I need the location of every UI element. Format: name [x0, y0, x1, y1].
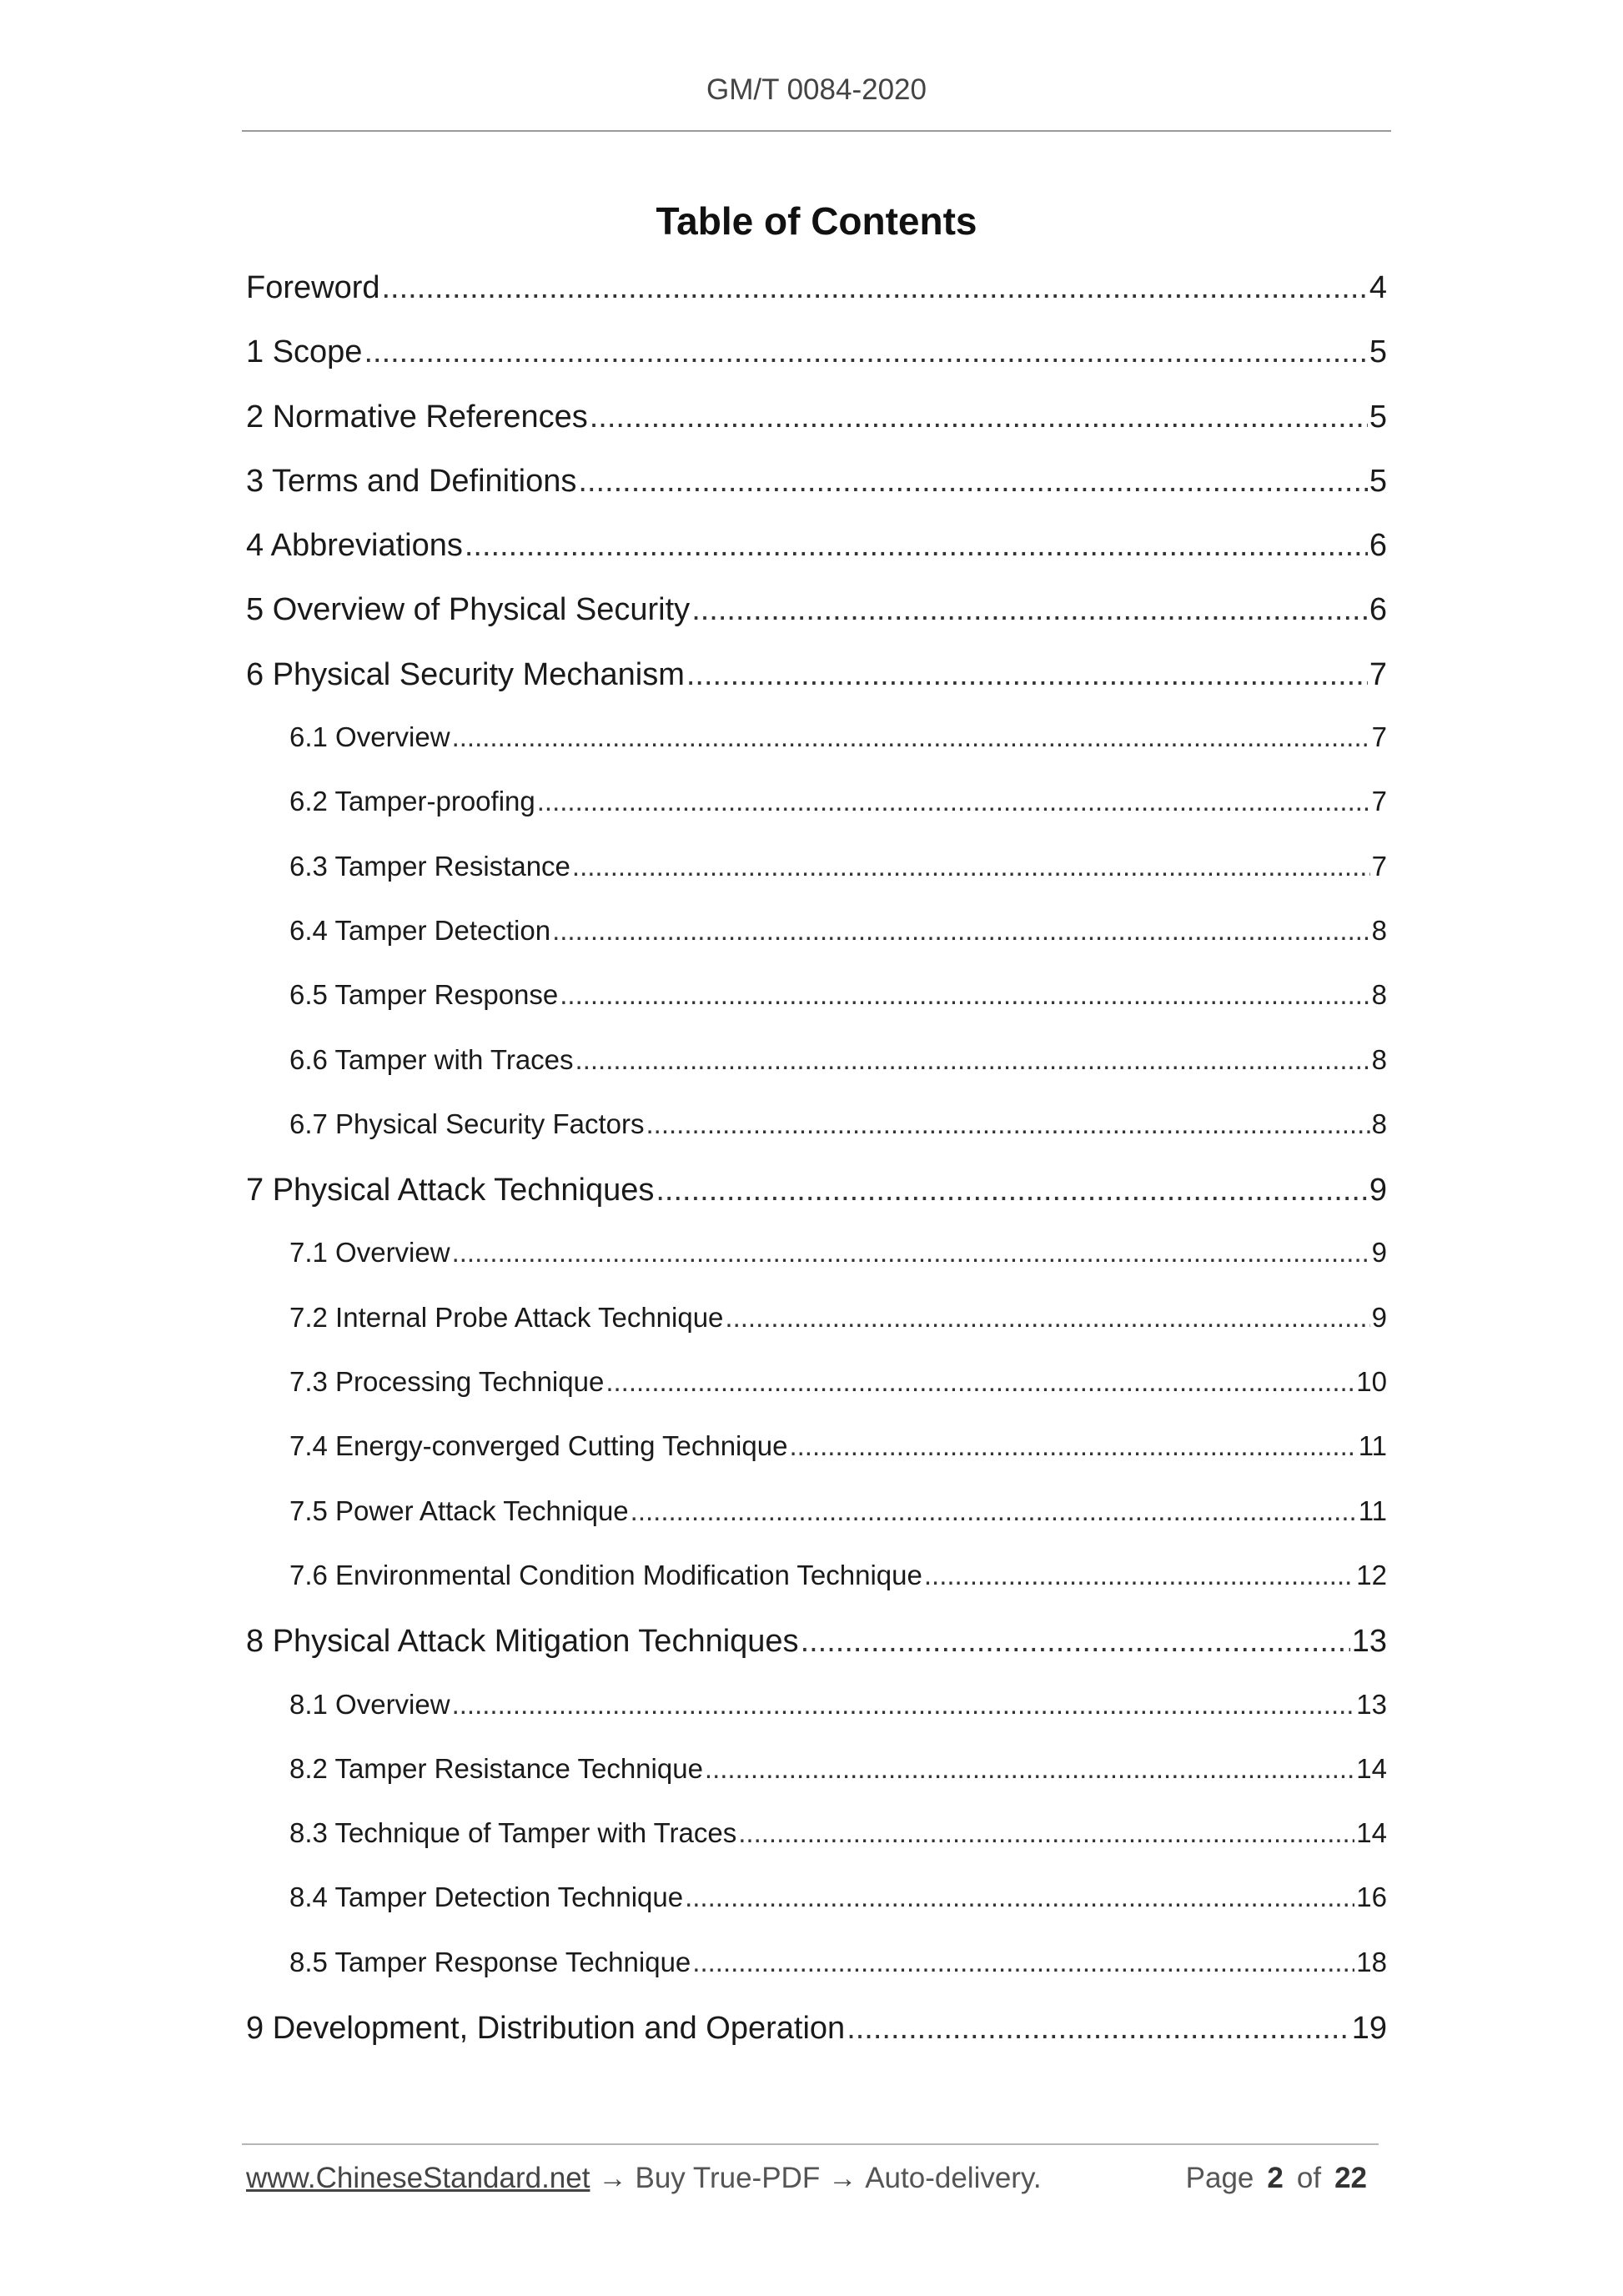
toc-entry[interactable]: [246, 1044, 1387, 1108]
toc-entry-page: 5: [1369, 399, 1387, 435]
toc-entry[interactable]: [246, 1817, 1387, 1882]
toc-entry[interactable]: [246, 1689, 1387, 1753]
toc-entry-label: 8 Physical Attack Mitigation Techniques: [246, 1624, 799, 1660]
toc-entry-page: 10: [1356, 1366, 1387, 1398]
toc-entry[interactable]: [246, 399, 1387, 464]
toc-dot-leader: [847, 2011, 1350, 2047]
toc-dot-leader: [686, 657, 1368, 693]
toc-entry[interactable]: [246, 1560, 1387, 1624]
toc-entry[interactable]: [246, 1753, 1387, 1817]
toc-dot-leader: [789, 1430, 1356, 1462]
toc-title: Table of Contents: [656, 199, 977, 243]
running-header: GM/T 0084-2020: [706, 73, 927, 106]
toc-entry-page: 9: [1371, 1237, 1387, 1269]
toc-entry-label: 8.2 Tamper Resistance Technique: [289, 1752, 703, 1784]
toc-entry[interactable]: [246, 1624, 1387, 1688]
toc-entry[interactable]: [246, 1366, 1387, 1430]
toc-dot-leader: [560, 979, 1369, 1011]
toc-entry-page: 7: [1369, 656, 1387, 692]
toc-entry-page: 8: [1371, 1043, 1387, 1075]
toc-entry[interactable]: [246, 1173, 1387, 1237]
toc-entry[interactable]: [246, 1947, 1387, 2011]
toc-dot-leader: [605, 1366, 1354, 1398]
toc-entry-label: 8.3 Technique of Tamper with Traces: [289, 1817, 737, 1849]
toc-entry-page: 6: [1369, 528, 1387, 564]
toc-entry-page: 9: [1369, 1173, 1387, 1208]
toc-entry-label: 1 Scope: [246, 334, 363, 370]
toc-dot-leader: [578, 464, 1367, 500]
toc-entry-label: 7.6 Environmental Condition Modification Technique: [289, 1559, 922, 1590]
toc-dot-leader: [656, 1173, 1367, 1208]
toc-entry-label: 5 Overview of Physical Security: [246, 592, 691, 628]
toc-entry-page: 14: [1356, 1817, 1387, 1849]
toc-entry[interactable]: [246, 528, 1387, 592]
toc-entry[interactable]: [246, 1108, 1387, 1173]
toc-dot-leader: [552, 915, 1370, 947]
toc-entry[interactable]: [246, 786, 1387, 850]
toc-entry-label: 6.1 Overview: [289, 721, 450, 753]
footer-promo: [246, 2162, 1042, 2195]
toc-entry-page: 18: [1356, 1946, 1387, 1977]
toc-entry-label: 7.3 Processing Technique: [289, 1366, 605, 1398]
toc-entry[interactable]: [246, 721, 1387, 786]
toc-dot-leader: [537, 786, 1370, 817]
toc-entry-page: 9: [1371, 1301, 1387, 1333]
toc-entry[interactable]: [246, 1495, 1387, 1560]
toc-dot-leader: [364, 334, 1367, 370]
toc-dot-leader: [452, 721, 1370, 753]
toc-entry[interactable]: [246, 1302, 1387, 1366]
toc-entry-page: 8: [1371, 1108, 1387, 1139]
toc-entry[interactable]: [246, 851, 1387, 915]
toc-entry[interactable]: [246, 1430, 1387, 1495]
toc-dot-leader: [685, 1882, 1354, 1913]
toc-entry-page: 8: [1371, 914, 1387, 946]
toc-entry-label: 4 Abbreviations: [246, 528, 463, 564]
of-label: of: [1296, 2162, 1322, 2194]
buy-text: Buy True-PDF: [635, 2162, 821, 2194]
toc-entry-label: 6.4 Tamper Detection: [289, 914, 551, 946]
right-arrow-icon: →: [598, 2163, 627, 2194]
toc-entry-label: 9 Development, Distribution and Operation: [246, 2011, 846, 2047]
toc-entry-label: 6.7 Physical Security Factors: [289, 1108, 645, 1139]
toc-entry-page: 19: [1351, 2011, 1387, 2047]
toc-dot-leader: [452, 1237, 1370, 1269]
toc-entry-label: 8.5 Tamper Response Technique: [289, 1946, 691, 1977]
toc-dot-leader: [725, 1302, 1369, 1334]
footer-divider: [242, 2143, 1379, 2145]
page-label: Page: [1185, 2162, 1254, 2194]
toc-entry-label: 6.5 Tamper Response: [289, 979, 559, 1011]
toc-entry-page: 8: [1371, 979, 1387, 1011]
site-link[interactable]: www.ChineseStandard.net: [246, 2162, 590, 2194]
toc-entry[interactable]: [246, 1882, 1387, 1946]
toc-dot-leader: [590, 399, 1368, 435]
toc-entry[interactable]: [246, 270, 1387, 334]
toc-dot-leader: [631, 1495, 1357, 1527]
toc-entry-label: 7.2 Internal Probe Attack Technique: [289, 1301, 724, 1333]
toc-entry-page: 14: [1356, 1752, 1387, 1784]
toc-entry[interactable]: [246, 334, 1387, 399]
toc-entry-label: 8.1 Overview: [289, 1688, 450, 1720]
toc-entry-label: Foreword: [246, 270, 380, 305]
toc-entry-label: 6.2 Tamper-proofing: [289, 786, 535, 817]
toc-entry-page: 11: [1358, 1430, 1387, 1462]
toc-entry[interactable]: [246, 1237, 1387, 1301]
toc-dot-leader: [575, 1044, 1370, 1076]
toc-entry-label: 2 Normative References: [246, 399, 588, 435]
toc-entry[interactable]: [246, 657, 1387, 721]
toc-entry[interactable]: [246, 464, 1387, 528]
page-footer: [246, 2162, 1379, 2195]
toc-dot-leader: [924, 1560, 1354, 1591]
toc-entry-label: 7 Physical Attack Techniques: [246, 1173, 655, 1208]
right-arrow-icon: →: [828, 2163, 857, 2194]
delivery-text: Auto-delivery.: [865, 2162, 1042, 2194]
toc-entry-page: 7: [1371, 721, 1387, 753]
toc-dot-leader: [705, 1753, 1354, 1785]
toc-entry-page: 6: [1369, 592, 1387, 628]
toc-entry-page: 12: [1356, 1559, 1387, 1590]
toc-entry-label: 7.1 Overview: [289, 1237, 450, 1269]
toc-dot-leader: [738, 1817, 1354, 1849]
current-page-number: 2: [1267, 2162, 1284, 2194]
toc-entry[interactable]: [246, 979, 1387, 1043]
toc-entry-page: 5: [1369, 463, 1387, 499]
toc-entry-label: 6.3 Tamper Resistance: [289, 850, 570, 882]
toc-dot-leader: [646, 1108, 1370, 1140]
toc-entry-label: 6 Physical Security Mechanism: [246, 656, 685, 692]
toc-entry-label: 3 Terms and Definitions: [246, 463, 577, 499]
toc-entry-page: 7: [1371, 786, 1387, 817]
toc-dot-leader: [801, 1624, 1350, 1660]
header-divider: [242, 130, 1391, 132]
toc-dot-leader: [692, 1947, 1354, 1978]
table-of-contents: [246, 270, 1387, 2075]
toc-entry-page: 13: [1356, 1688, 1387, 1720]
toc-dot-leader: [691, 592, 1368, 628]
toc-entry-label: 7.5 Power Attack Technique: [289, 1495, 629, 1526]
toc-entry-page: 5: [1369, 334, 1387, 370]
toc-entry-label: 7.4 Energy-converged Cutting Technique: [289, 1430, 788, 1462]
toc-dot-leader: [452, 1689, 1355, 1721]
toc-entry[interactable]: [246, 592, 1387, 656]
toc-entry-page: 16: [1356, 1882, 1387, 1913]
toc-entry[interactable]: [246, 915, 1387, 979]
toc-dot-leader: [572, 851, 1370, 882]
toc-entry-label: 6.6 Tamper with Traces: [289, 1043, 574, 1075]
toc-entry-label: 8.4 Tamper Detection Technique: [289, 1882, 684, 1913]
toc-dot-leader: [465, 528, 1368, 564]
page-indicator: [1186, 2162, 1379, 2195]
total-pages-number: 22: [1334, 2162, 1367, 2194]
toc-entry-page: 13: [1351, 1624, 1387, 1660]
toc-entry[interactable]: [246, 2011, 1387, 2075]
toc-entry-page: 4: [1369, 270, 1387, 305]
toc-entry-page: 11: [1358, 1495, 1387, 1526]
toc-entry-page: 7: [1371, 850, 1387, 882]
toc-dot-leader: [382, 270, 1368, 306]
